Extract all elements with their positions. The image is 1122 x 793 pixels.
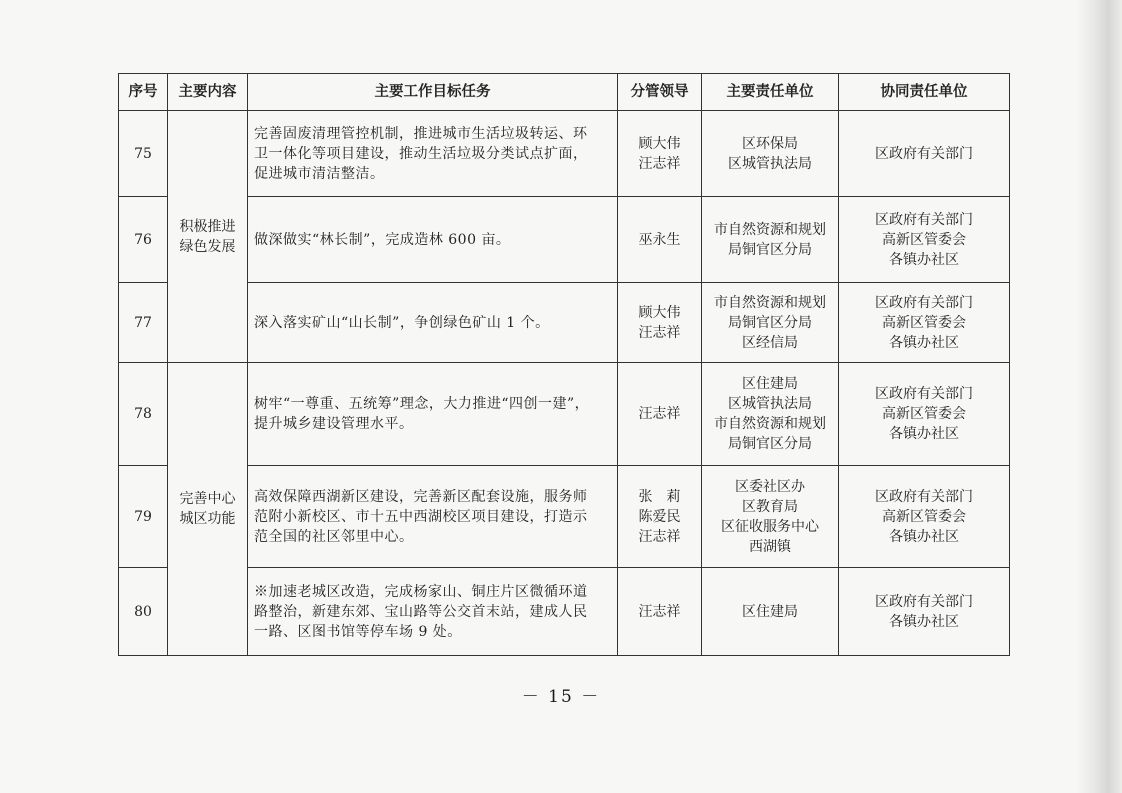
task-cell [248,363,618,466]
header-content: 主要内容 [168,74,248,111]
partner-unit-cell [839,197,1010,283]
header-task: 主要工作目标任务 [248,74,618,111]
leader-cell [618,363,702,466]
partner-unit: 高新区管委会 [882,314,966,331]
partner-unit: 高新区管委会 [882,508,966,525]
partner-unit: 各镇办社区 [889,613,959,630]
header-partner-unit: 协同责任单位 [839,74,1010,111]
primary-unit: 区委社区办 [735,478,805,495]
task-cell [248,283,618,363]
task-cell [248,111,618,197]
task-line: 范全国的社区邻里中心。 [254,528,414,545]
primary-unit-cell [702,197,839,283]
row-number: 79 [119,466,168,568]
leader-name: 陈爱民 [638,508,681,525]
primary-unit-cell [702,283,839,363]
leader-name: 巫永生 [638,231,681,248]
leader-name: 顾大伟 [638,135,681,152]
leader-cell [618,111,702,197]
primary-unit: 区城管执法局 [728,155,812,172]
partner-unit: 高新区管委会 [882,231,966,248]
task-line: 一路、区图书馆等停车场 9 处。 [254,623,462,640]
leader-name: 汪志祥 [638,406,681,422]
group-label-line: 完善中心 [179,491,236,507]
partner-unit: 各镇办社区 [889,426,959,442]
leader-cell [618,466,702,568]
table-row [119,568,1010,656]
table-row [119,197,1010,283]
primary-unit: 局铜官区分局 [728,314,812,331]
group-cell-green-development [168,111,248,363]
row-number: 78 [119,363,168,466]
partner-unit: 区政府有关部门 [875,488,973,505]
primary-unit-cell [702,466,839,568]
primary-unit: 区城管执法局 [728,396,812,412]
header-seq: 序号 [119,74,168,111]
partner-unit: 区政府有关部门 [875,593,973,610]
leader-cell [618,197,702,283]
task-line: 范附小新校区、市十五中西湖校区项目建设，打造示 [254,508,588,525]
primary-unit: 区住建局 [742,603,798,620]
row-number: 80 [119,568,168,656]
task-line: 做深做实“林长制”，完成造林 600 亩。 [254,231,511,248]
primary-unit: 区经信局 [742,334,798,351]
primary-unit: 区征收服务中心 [721,518,819,535]
task-line: 完善固废清理管控机制，推进城市生活垃圾转运、环 [254,125,588,142]
primary-unit: 区教育局 [742,498,798,515]
task-line: 路整治，新建东郊、宝山路等公交首末站，建成人民 [254,603,588,620]
partner-unit: 区政府有关部门 [875,294,973,311]
group-label-line: 积极推进 [179,218,236,235]
primary-unit: 区环保局 [742,135,798,152]
partner-unit-cell [839,466,1010,568]
table-row [119,111,1010,197]
task-table [118,73,1010,656]
task-table-wrapper [118,73,1010,656]
task-line: 高效保障西湖新区建设，完善新区配套设施，服务师 [254,488,588,505]
task-line: 树牢“一尊重、五统筹”理念，大力推进“四创一建”， [254,396,590,412]
leader-cell [618,568,702,656]
partner-unit: 高新区管委会 [882,406,966,422]
header-primary-unit: 主要责任单位 [702,74,839,111]
partner-unit: 各镇办社区 [889,251,959,268]
leader-name: 汪志祥 [638,324,681,341]
primary-unit-cell [702,111,839,197]
group-label-line: 城区功能 [179,511,236,527]
partner-unit-cell [839,111,1010,197]
page-number: － 15 － [521,687,601,707]
row-number: 75 [119,111,168,197]
table-row [119,466,1010,568]
task-cell [248,197,618,283]
partner-unit-cell [839,363,1010,466]
partner-unit: 区政府有关部门 [875,211,973,228]
primary-unit: 局铜官区分局 [728,436,812,452]
group-cell-central-city-functions [168,363,248,656]
task-line: 卫一体化等项目建设，推动生活垃圾分类试点扩面， [254,145,588,162]
scan-edge-shadow [1076,0,1122,793]
task-cell [248,568,618,656]
leader-name: 张 莉 [638,488,681,505]
leader-cell [618,283,702,363]
primary-unit: 市自然资源和规划 [714,294,826,311]
partner-unit-cell [839,283,1010,363]
task-line: 促进城市清洁整洁。 [254,165,385,182]
partner-unit: 区政府有关部门 [875,386,973,402]
partner-unit: 各镇办社区 [889,528,959,545]
task-line: 深入落实矿山“山长制”，争创绿色矿山 1 个。 [254,314,550,331]
table-row [119,363,1010,466]
row-number: 76 [119,197,168,283]
header-leader: 分管领导 [618,74,702,111]
table-header-row [119,74,1010,111]
primary-unit: 西湖镇 [749,538,791,555]
primary-unit: 区住建局 [742,376,798,392]
partner-unit: 各镇办社区 [889,334,959,351]
primary-unit: 局铜官区分局 [728,241,812,258]
partner-unit-cell [839,568,1010,656]
group-label-line: 绿色发展 [179,238,236,255]
primary-unit-cell [702,568,839,656]
leader-name: 汪志祥 [638,603,681,620]
table-row [119,283,1010,363]
leader-name: 顾大伟 [638,304,681,321]
partner-unit: 区政府有关部门 [875,145,973,162]
primary-unit: 市自然资源和规划 [714,221,826,238]
task-line: 提升城乡建设管理水平。 [254,416,414,432]
task-line: ※加速老城区改造，完成杨家山、铜庄片区微循环道 [254,583,588,600]
row-number: 77 [119,283,168,363]
primary-unit-cell [702,363,839,466]
leader-name: 汪志祥 [638,155,681,172]
primary-unit: 市自然资源和规划 [714,416,826,432]
leader-name: 汪志祥 [638,528,681,545]
task-cell [248,466,618,568]
